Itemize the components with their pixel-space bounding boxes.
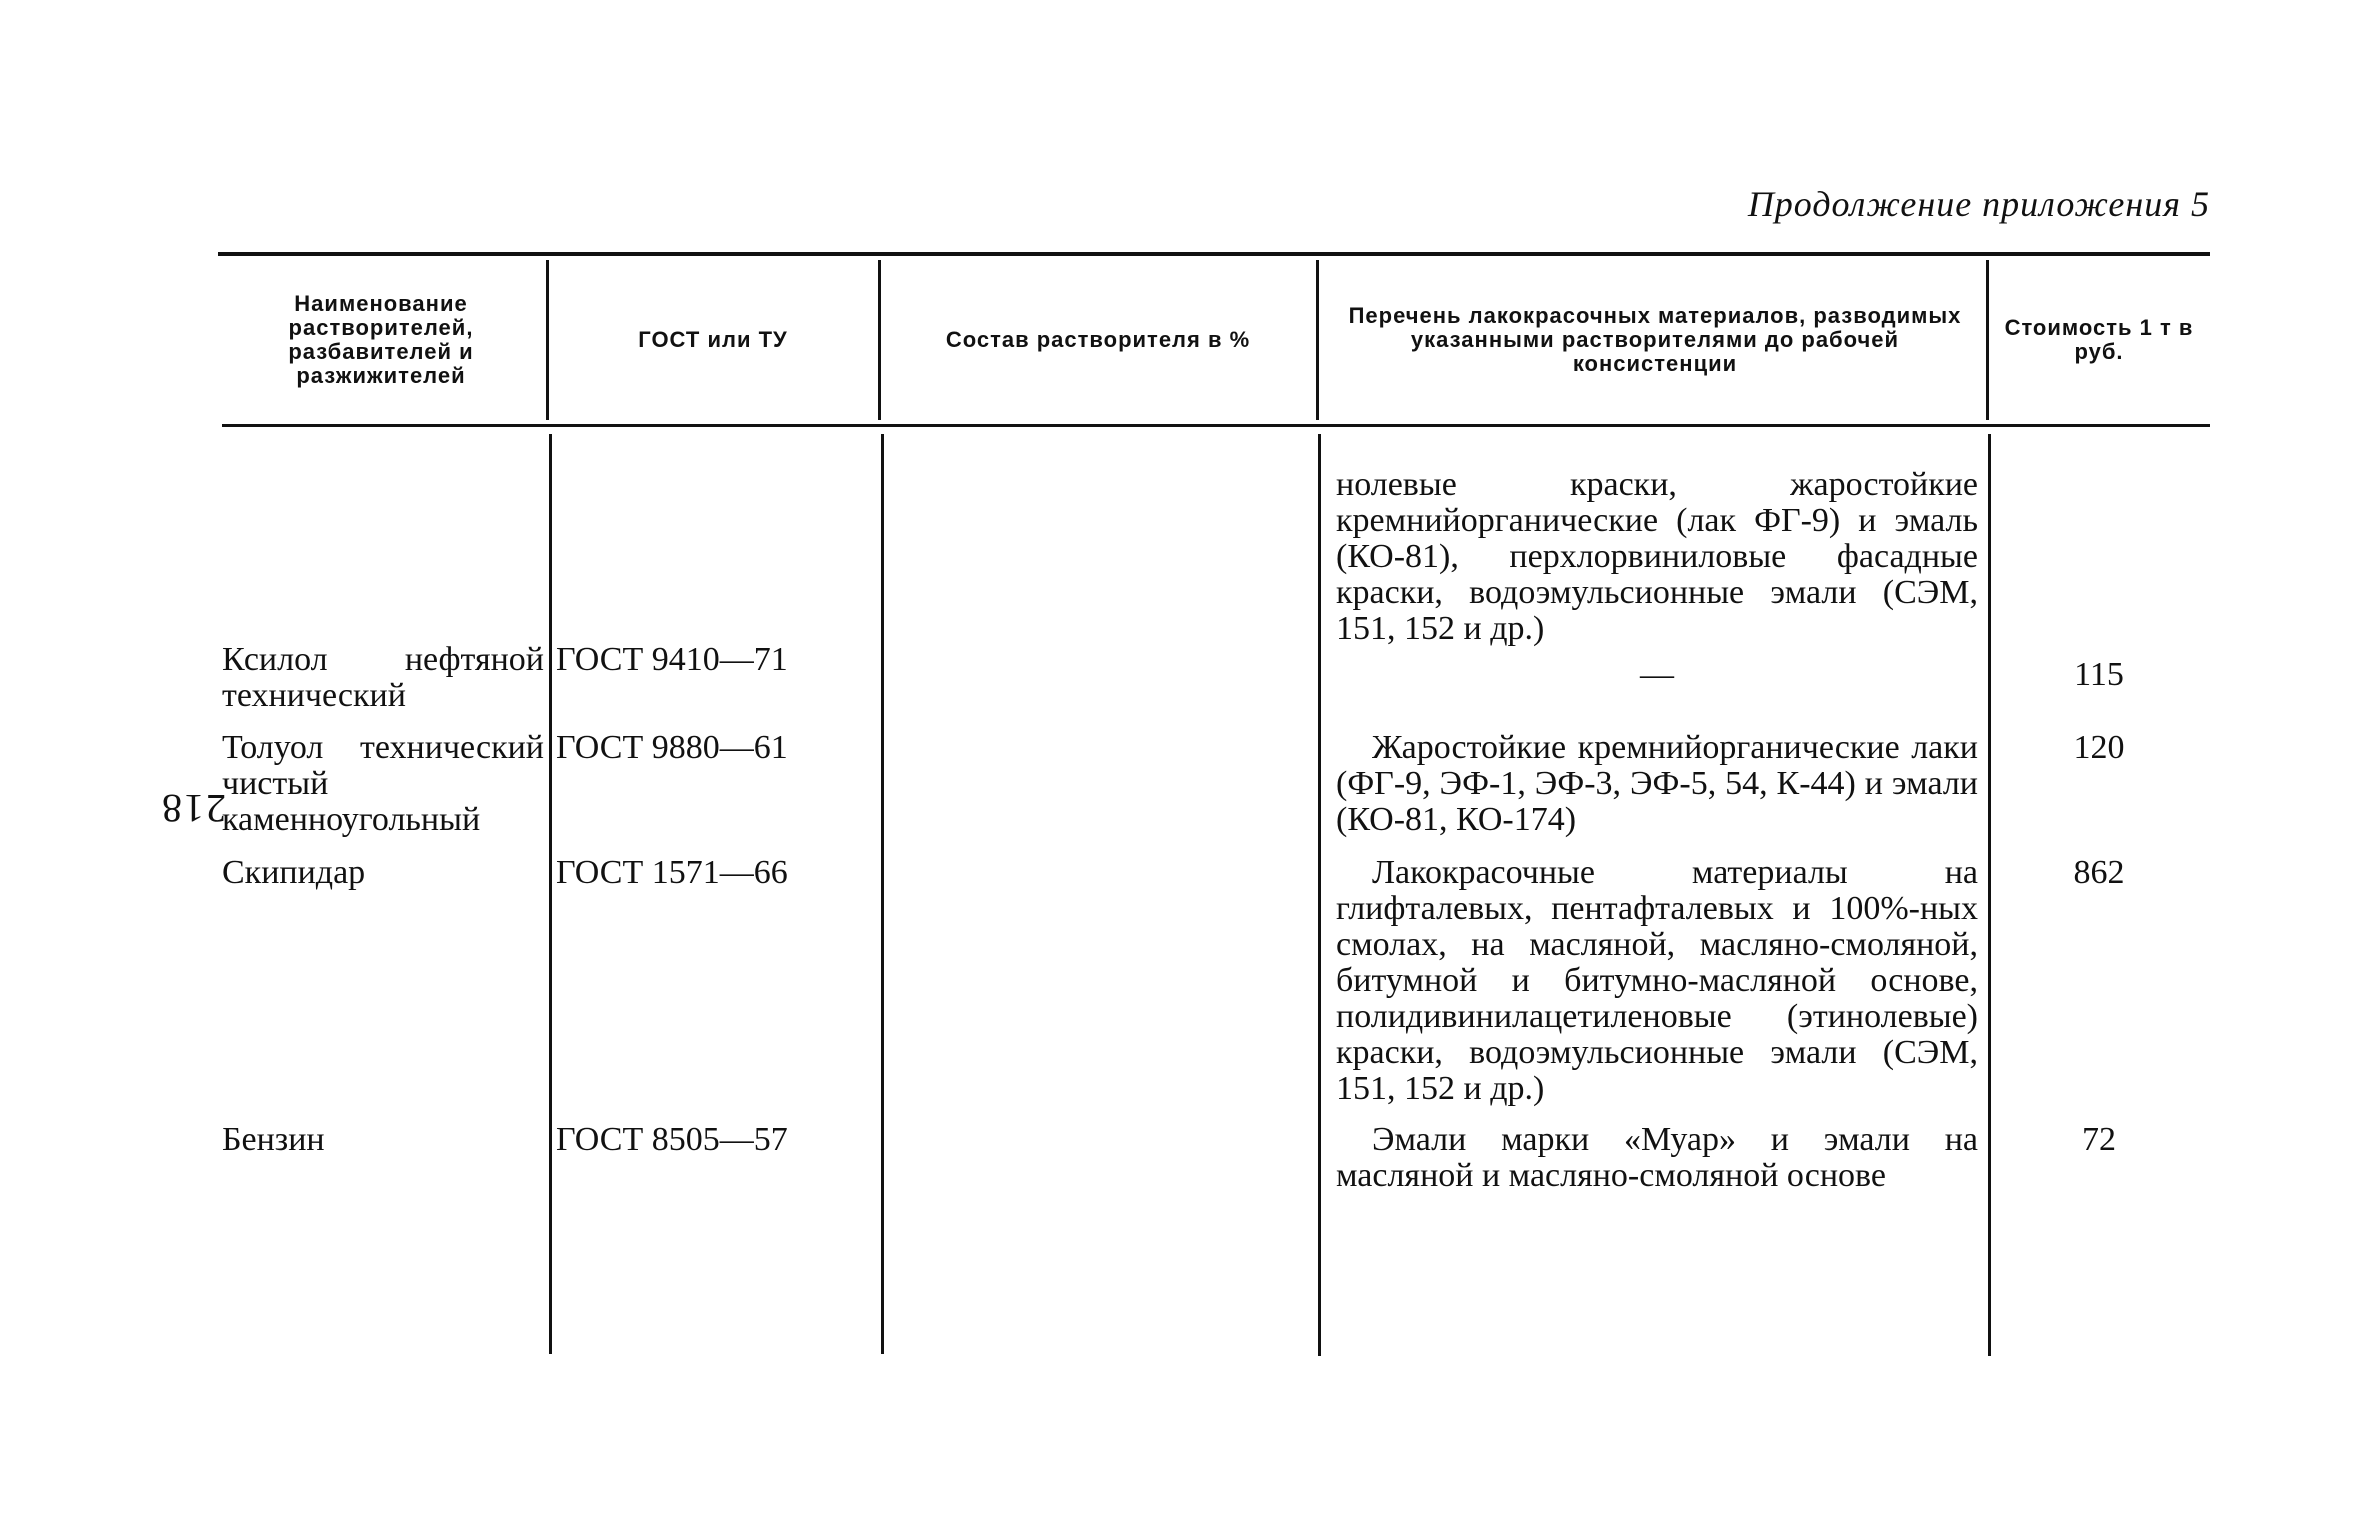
- column-header-name: Наименование растворителей, разбавителей и разжижителей: [288, 291, 474, 388]
- table-top-rule: [218, 252, 2210, 256]
- column-divider: [1988, 434, 1991, 1356]
- column-divider: [546, 260, 549, 420]
- row-1-name: Ксилол нефтяной технический: [222, 641, 544, 714]
- row-1-gost: ГОСТ 9410—71: [556, 641, 788, 678]
- row-3-cost: 862: [2073, 854, 2125, 891]
- solvents-table: [218, 252, 2210, 1352]
- row-4-cost: 72: [2082, 1121, 2116, 1158]
- column-divider: [1316, 260, 1319, 420]
- column-divider: [549, 434, 552, 1354]
- column-header-composition: Состав растворителя в %: [945, 327, 1251, 352]
- materials-continuation: нолевые краски, жаростойкие кремнийорганические (лак ФГ-9) и эмаль (КО-81), перхлорвиниловые фасадные краски, водоэмульсионные эмали (СЭМ, 151, 152 и др.): [1336, 466, 1978, 647]
- row-2-gost: ГОСТ 9880—61: [556, 729, 788, 766]
- column-header-gost: ГОСТ или ТУ: [638, 327, 788, 352]
- row-1-materials: —: [1640, 656, 1674, 693]
- column-divider: [878, 260, 881, 420]
- header-bottom-rule: [222, 424, 2210, 427]
- column-divider: [881, 434, 884, 1354]
- row-1-cost: 115: [2074, 656, 2124, 693]
- row-3-gost: ГОСТ 1571—66: [556, 854, 788, 891]
- row-2-materials: Жаростойкие кремнийорганические лаки (ФГ-9, ЭФ-1, ЭФ-3, ЭФ-5, 54, К-44) и эмали (КО-81, КО-174): [1336, 729, 1978, 838]
- page-number: 218: [160, 786, 226, 831]
- row-2-name: Толуол технический чистый каменноугольный: [222, 729, 544, 838]
- continuation-heading: Продолжение приложения 5: [1747, 184, 2210, 224]
- row-3-materials: Лакокрасочные материалы на глифталевых, пентафталевых и 100%-ных смолах, на масляной, масляно-смоляной, битумной и битумно-масляной основе, полидивинилацетиленовые (этинолевые) краски, водоэмульсионные эмали (СЭМ, 151, 152 и др.): [1336, 854, 1978, 1107]
- column-header-cost: Стоимость 1 т в руб.: [2004, 315, 2194, 364]
- column-header-materials: Перечень лакокрасочных материалов, разводимых указанными растворителями до рабочей консистенции: [1348, 303, 1962, 376]
- column-divider: [1318, 434, 1321, 1356]
- row-3-name: Скипидар: [222, 854, 366, 891]
- row-4-materials: Эмали марки «Муар» и эмали на масляной и масляно-смоляной основе: [1336, 1121, 1978, 1194]
- column-divider: [1986, 260, 1989, 420]
- row-4-name: Бензин: [222, 1121, 325, 1158]
- row-4-gost: ГОСТ 8505—57: [556, 1121, 788, 1158]
- row-2-cost: 120: [2073, 729, 2125, 766]
